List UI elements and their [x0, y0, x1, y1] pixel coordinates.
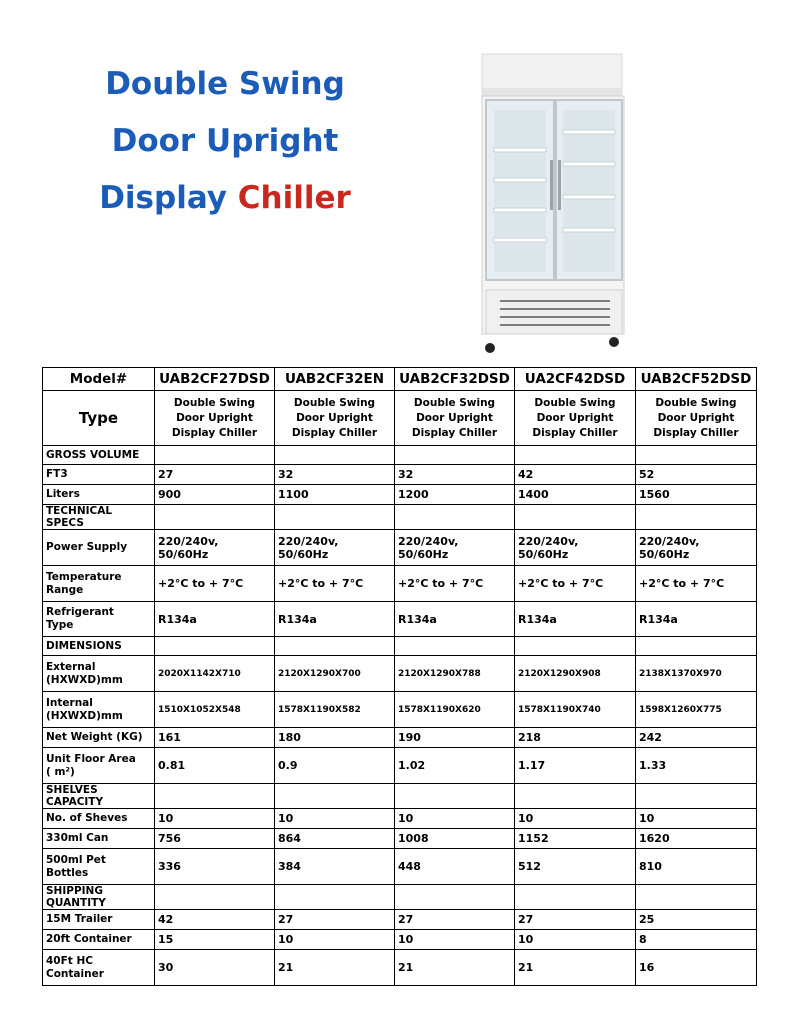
empty-cell — [515, 885, 636, 910]
cell: 42 — [155, 910, 275, 930]
cell: 448 — [395, 849, 515, 885]
empty-cell — [515, 637, 636, 656]
cell — [395, 530, 515, 566]
cell: 32 — [395, 465, 515, 485]
cell: 1578X1190X582 — [275, 692, 395, 728]
row-power-supply — [43, 530, 757, 566]
type-line: Display Chiller — [291, 426, 378, 439]
cell: 32 — [275, 465, 395, 485]
cell: 1620 — [636, 829, 757, 849]
type-cell — [636, 391, 757, 446]
cell: 10 — [395, 930, 515, 950]
type-cell — [155, 391, 275, 446]
row-label — [43, 692, 155, 728]
chiller-product-image — [460, 50, 638, 366]
empty-cell — [275, 637, 395, 656]
title-word-chiller: Chiller — [237, 180, 351, 216]
cell — [275, 530, 395, 566]
cell: 27 — [515, 910, 636, 930]
row-label — [43, 602, 155, 637]
page-title — [60, 56, 390, 227]
cell: R134a — [636, 602, 757, 637]
model-1: UAB2CF27DSD — [155, 368, 275, 391]
cell: 1400 — [515, 485, 636, 505]
cell: 1510X1052X548 — [155, 692, 275, 728]
cell: 190 — [395, 728, 515, 748]
cell: 512 — [515, 849, 636, 885]
cell: 10 — [515, 809, 636, 829]
row-label-line: (HXWXD)mm — [46, 709, 123, 722]
title-line-1: Double Swing — [105, 66, 345, 102]
row-label: No. of Sheves — [43, 809, 155, 829]
row-label: 20ft Container — [43, 930, 155, 950]
row-label: 330ml Can — [43, 829, 155, 849]
empty-cell — [395, 784, 515, 809]
empty-cell — [636, 505, 757, 530]
cell: 1598X1260X775 — [636, 692, 757, 728]
title-line-3 — [60, 170, 390, 227]
cell: 10 — [275, 930, 395, 950]
model-header-label: Model# — [43, 368, 155, 391]
row-330ml-can — [43, 829, 757, 849]
row-label: Net Weight (KG) — [43, 728, 155, 748]
type-line: Double Swing — [534, 396, 616, 409]
model-2: UAB2CF32EN — [275, 368, 395, 391]
cell: 10 — [395, 809, 515, 829]
cell: 336 — [155, 849, 275, 885]
row-label-line: External — [46, 660, 96, 673]
cell: 810 — [636, 849, 757, 885]
type-line: Door Upright — [416, 411, 493, 424]
cell: R134a — [155, 602, 275, 637]
row-label — [43, 950, 155, 986]
type-line: Double Swing — [173, 396, 256, 409]
section-row-dimensions — [43, 637, 757, 656]
cell-line: 220/240v, — [158, 534, 219, 548]
cell: 1100 — [275, 485, 395, 505]
row-15m-trailer — [43, 910, 757, 930]
cell: 15 — [155, 930, 275, 950]
section-row-shelves-capacity — [43, 784, 757, 809]
model-4: UA2CF42DSD — [515, 368, 636, 391]
empty-cell — [155, 885, 275, 910]
empty-cell — [395, 637, 515, 656]
model-3: UAB2CF32DSD — [395, 368, 515, 391]
cell: 2138X1370X970 — [636, 656, 757, 692]
cell-line: 50/60Hz — [398, 547, 449, 561]
row-label-line: Type — [46, 619, 74, 631]
cell: +2°C to + 7°C — [515, 566, 636, 602]
cell: 1578X1190X740 — [515, 692, 636, 728]
cell: R134a — [275, 602, 395, 637]
type-line: Display Chiller — [532, 426, 618, 439]
row-label-line: 500ml Pet — [46, 853, 106, 866]
cell: 242 — [636, 728, 757, 748]
type-line: Door Upright — [176, 411, 253, 424]
row-ft3 — [43, 465, 757, 485]
empty-cell — [155, 446, 275, 465]
spec-table — [42, 367, 757, 986]
row-label: 15M Trailer — [43, 910, 155, 930]
section-title: SHIPPING QUANTITY — [43, 885, 155, 910]
type-line: Display Chiller — [653, 426, 739, 439]
empty-cell — [515, 446, 636, 465]
cell — [155, 530, 275, 566]
row-label-line: Temperature — [46, 570, 122, 583]
type-line: Display Chiller — [411, 426, 498, 439]
cell: 1560 — [636, 485, 757, 505]
row-liters — [43, 485, 757, 505]
row-internal-dimensions — [43, 692, 757, 728]
cell: 27 — [155, 465, 275, 485]
title-word-display: Display — [99, 180, 227, 216]
cell: R134a — [395, 602, 515, 637]
type-line: Double Swing — [293, 396, 376, 409]
cell: 756 — [155, 829, 275, 849]
cell: +2°C to + 7°C — [636, 566, 757, 602]
type-label: Type — [43, 391, 155, 446]
row-label-line: Bottles — [46, 866, 89, 879]
cell: 1578X1190X620 — [395, 692, 515, 728]
cell-line: 220/240v, — [278, 534, 339, 548]
cell: +2°C to + 7°C — [155, 566, 275, 602]
row-40ft-hc-container — [43, 950, 757, 986]
row-label-line: Range — [46, 583, 84, 596]
cell: 384 — [275, 849, 395, 885]
row-label-line: (HXWXD)mm — [46, 673, 123, 686]
cell-line: 50/60Hz — [278, 547, 329, 561]
empty-cell — [636, 784, 757, 809]
row-label — [43, 849, 155, 885]
model-header-row — [43, 368, 757, 391]
cell: 21 — [275, 950, 395, 986]
type-row — [43, 391, 757, 446]
cell: 2020X1142X710 — [155, 656, 275, 692]
section-row-shipping-quantity — [43, 885, 757, 910]
empty-cell — [395, 505, 515, 530]
row-net-weight — [43, 728, 757, 748]
type-cell — [515, 391, 636, 446]
cell: 1.17 — [515, 748, 636, 784]
type-cell — [395, 391, 515, 446]
cell: +2°C to + 7°C — [395, 566, 515, 602]
section-row-gross-volume — [43, 446, 757, 465]
row-refrigerant-type — [43, 602, 757, 637]
type-line: Double Swing — [655, 396, 737, 409]
empty-cell — [395, 446, 515, 465]
cell-line: 220/240v, — [639, 534, 700, 548]
row-label-line: 40Ft HC — [46, 954, 93, 967]
cell: 16 — [636, 950, 757, 986]
type-cell — [275, 391, 395, 446]
cell: 10 — [515, 930, 636, 950]
row-external-dimensions — [43, 656, 757, 692]
cell: +2°C to + 7°C — [275, 566, 395, 602]
row-label-line: Container — [46, 967, 104, 980]
cell: 180 — [275, 728, 395, 748]
cell: 1152 — [515, 829, 636, 849]
cell: 1.33 — [636, 748, 757, 784]
cell-line: 50/60Hz — [518, 547, 569, 561]
row-label — [43, 748, 155, 784]
row-unit-floor-area — [43, 748, 757, 784]
empty-cell — [395, 885, 515, 910]
empty-cell — [275, 505, 395, 530]
cell: 161 — [155, 728, 275, 748]
empty-cell — [155, 784, 275, 809]
row-20ft-container — [43, 930, 757, 950]
cell-line: 50/60Hz — [158, 547, 209, 561]
empty-cell — [515, 784, 636, 809]
type-line: Door Upright — [657, 411, 735, 424]
empty-cell — [636, 446, 757, 465]
cell — [636, 530, 757, 566]
cell — [515, 530, 636, 566]
row-no-of-shelves — [43, 809, 757, 829]
cell: 30 — [155, 950, 275, 986]
empty-cell — [275, 784, 395, 809]
cell: 1008 — [395, 829, 515, 849]
section-row-technical-specs — [43, 505, 757, 530]
cell-line: 50/60Hz — [639, 547, 690, 561]
cell: 52 — [636, 465, 757, 485]
cell: 25 — [636, 910, 757, 930]
row-label-line: Refrigerant — [46, 606, 114, 618]
empty-cell — [275, 446, 395, 465]
type-line: Double Swing — [413, 396, 496, 409]
row-temperature-range — [43, 566, 757, 602]
row-label-line: Internal — [46, 696, 93, 709]
cell: 10 — [636, 809, 757, 829]
type-line: Door Upright — [296, 411, 373, 424]
cell: 27 — [275, 910, 395, 930]
row-label-line: Unit Floor Area — [46, 752, 136, 765]
empty-cell — [155, 637, 275, 656]
empty-cell — [155, 505, 275, 530]
section-title: DIMENSIONS — [43, 637, 155, 656]
cell: 1.02 — [395, 748, 515, 784]
row-label — [43, 656, 155, 692]
cell: 10 — [275, 809, 395, 829]
cell: 2120X1290X788 — [395, 656, 515, 692]
cell: 8 — [636, 930, 757, 950]
empty-cell — [515, 505, 636, 530]
title-line-2: Door Upright — [111, 123, 339, 159]
cell: 900 — [155, 485, 275, 505]
cell: 218 — [515, 728, 636, 748]
section-title: SHELVES CAPACITY — [43, 784, 155, 809]
cell: 10 — [155, 809, 275, 829]
cell: 21 — [515, 950, 636, 986]
cell: 2120X1290X700 — [275, 656, 395, 692]
row-label: Power Supply — [43, 530, 155, 566]
model-5: UAB2CF52DSD — [636, 368, 757, 391]
row-label: FT3 — [43, 465, 155, 485]
cell: 21 — [395, 950, 515, 986]
cell-line: 220/240v, — [398, 534, 459, 548]
cell: 864 — [275, 829, 395, 849]
cell: R134a — [515, 602, 636, 637]
cell: 1200 — [395, 485, 515, 505]
cell: 0.81 — [155, 748, 275, 784]
empty-cell — [636, 637, 757, 656]
empty-cell — [636, 885, 757, 910]
cell: 42 — [515, 465, 636, 485]
type-line: Door Upright — [536, 411, 614, 424]
cell-line: 220/240v, — [518, 534, 579, 548]
cell: 27 — [395, 910, 515, 930]
row-label — [43, 566, 155, 602]
row-label-line: ( m²) — [46, 765, 75, 778]
empty-cell — [275, 885, 395, 910]
cell: 2120X1290X908 — [515, 656, 636, 692]
cell: 0.9 — [275, 748, 395, 784]
type-line: Display Chiller — [171, 426, 258, 439]
row-500ml-pet-bottles — [43, 849, 757, 885]
section-title: TECHNICAL SPECS — [43, 505, 155, 530]
section-title: GROSS VOLUME — [43, 446, 155, 465]
row-label: Liters — [43, 485, 155, 505]
